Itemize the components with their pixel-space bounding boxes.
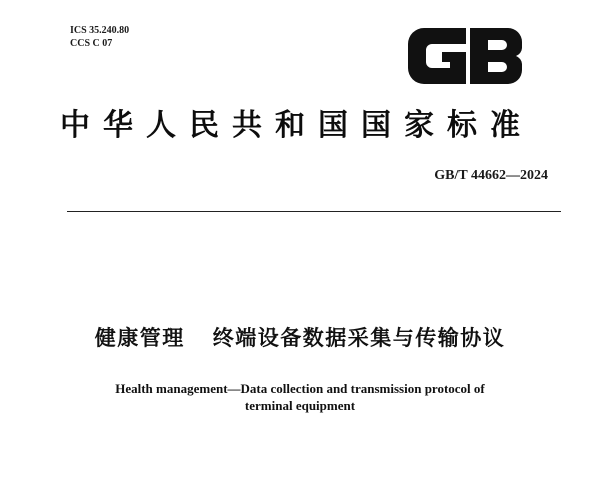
gb-logo xyxy=(404,24,526,88)
standard-number: GB/T 44662—2024 xyxy=(434,168,548,183)
gb-logo-b-shape xyxy=(470,28,522,84)
gb-logo-g-shape xyxy=(408,28,466,84)
english-title-line1: Health management—Data collection and transmission protocol of xyxy=(115,381,485,396)
gb-logo-graphic xyxy=(404,24,526,88)
english-title-line2: terminal equipment xyxy=(244,398,356,413)
english-title xyxy=(0,380,600,414)
chinese-title xyxy=(0,325,600,351)
ccs-code: CCS C 07 xyxy=(70,38,113,49)
header-divider xyxy=(67,211,561,212)
classification-codes xyxy=(70,24,129,50)
country-standard-title: 中华人民共和国国家标准 xyxy=(60,108,533,143)
chinese-title-part2: 终端设备数据采集与传输协议 xyxy=(212,326,506,350)
chinese-title-part1: 健康管理 xyxy=(94,326,185,350)
ics-code: ICS 35.240.80 xyxy=(70,25,130,36)
